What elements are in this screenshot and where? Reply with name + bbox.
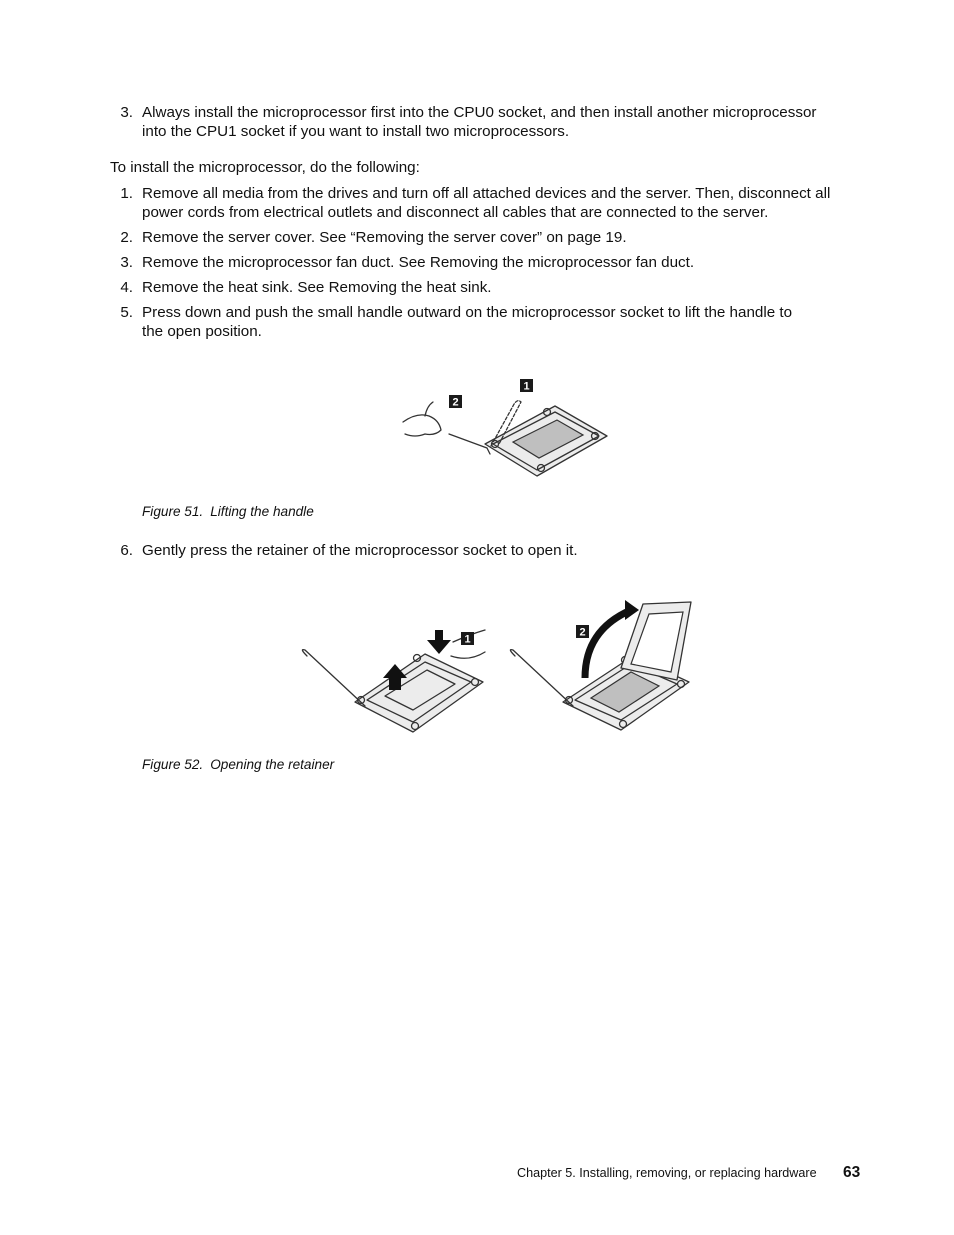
socket-left [302,650,483,732]
step-5-text-line1: Press down and push the small handle outward on the microprocessor socket to lift the handle to [142,304,793,321]
step-1-text-line1: Remove all media from the drives and turn off all attached devices and the server. Then, disconnect all [142,185,831,202]
lever-right [510,650,573,706]
step-4-text: Remove the heat sink. See Removing the heat sink. [142,279,492,296]
step-3-number: 3. [120,254,133,271]
figure-51-label: Figure 51. [142,504,204,519]
svg-text:2: 2 [452,396,459,409]
lever-left [302,650,365,706]
svg-text:2: 2 [579,626,586,639]
step-1-number: 1. [120,185,133,202]
step-2-number: 2. [120,229,133,246]
step-5-number: 5. [120,304,133,321]
step-6-text: Gently press the retainer of the microprocessor socket to open it. [142,542,578,559]
hand-sketch [403,415,441,436]
socket-right [510,602,691,730]
intro-step-number: 3. [120,104,133,121]
figure-52-illustration [295,590,715,740]
figure-52-callout-2 [576,625,589,639]
step-3-text: Remove the microprocessor fan duct. See Removing the microprocessor fan duct. [142,254,695,271]
figure-51-illustration [395,372,615,492]
open-retainer-arrow-head [625,600,639,620]
footer-chapter: Chapter 5. Installing, removing, or replacing hardware [517,1166,817,1180]
press-down-arrow [427,630,451,654]
procedure-intro: To install the microprocessor, do the following: [110,159,420,176]
svg-text:1: 1 [523,380,530,393]
step-2-text: Remove the server cover. See “Removing the server cover” on page 19. [142,229,627,246]
figure-52-label: Figure 52. [142,757,204,772]
page-number: 63 [843,1164,861,1181]
lift-up-arrow-shaft [389,676,401,690]
figure-52-caption [142,757,334,772]
figure-51-callout-2 [449,395,462,409]
lever-handle [449,434,490,454]
step-4-number: 4. [120,279,133,296]
intro-step-text-line1: Always install the microprocessor first into the CPU0 socket, and then install another microprocessor [142,104,817,121]
figure-52-callout-1 [461,632,474,646]
figure-51-title: Lifting the handle [210,504,314,519]
svg-text:1: 1 [464,633,471,646]
step-5-text-line2: the open position. [142,323,262,340]
figure-52-title: Opening the retainer [210,757,335,772]
step-6-number: 6. [120,542,133,559]
step-1-text-line2: power cords from electrical outlets and disconnect all cables that are connected to the server. [142,204,769,221]
intro-step-text-line2: into the CPU1 socket if you want to install two microprocessors. [142,123,570,140]
figure-51-caption [142,504,314,519]
figure-51-callout-1 [520,379,533,393]
